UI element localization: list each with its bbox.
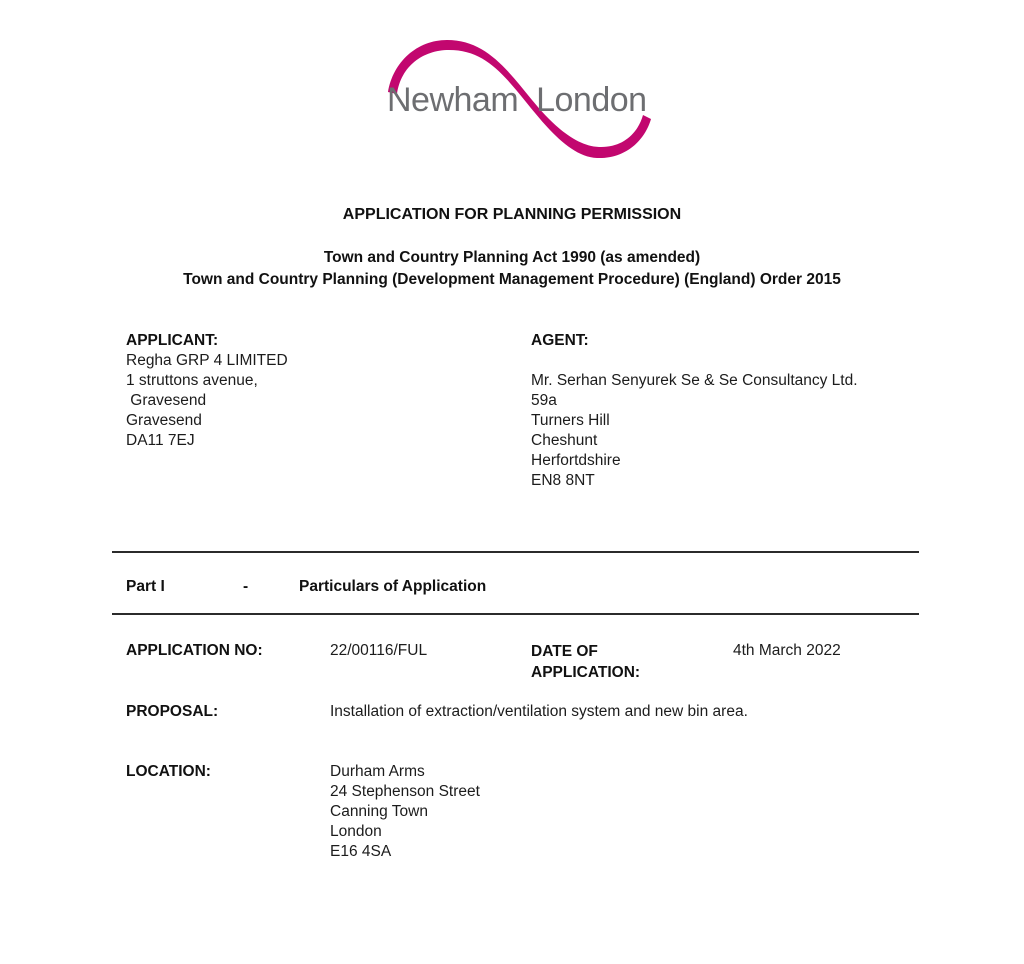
logo-text: Newham London <box>387 81 647 119</box>
application-no-label: APPLICATION NO: <box>126 642 263 659</box>
address-line: E16 4SA <box>330 843 392 860</box>
application-no-value: 22/00116/FUL <box>330 642 428 659</box>
subtitle-line-2: Town and Country Planning (Development Management Procedure) (England) Order 2015 <box>183 271 841 288</box>
address-line: Mr. Serhan Senyurek Se & Se Consultancy Ltd. <box>531 372 858 389</box>
address-line: Canning Town <box>330 803 428 820</box>
proposal-label: PROPOSAL: <box>126 703 219 720</box>
address-line: Herfortdshire <box>531 452 621 469</box>
date-of-application-label: DATE OF APPLICATION: <box>531 643 641 681</box>
address-line: DA11 7EJ <box>126 432 195 449</box>
address-line: Durham Arms <box>330 763 425 780</box>
subtitle-line-1: Town and Country Planning Act 1990 (as amended) <box>323 249 701 266</box>
agent-address <box>531 371 858 491</box>
address-line: Regha GRP 4 LIMITED <box>126 352 288 369</box>
page-subtitle <box>0 247 1024 291</box>
part-title: Particulars of Application <box>299 578 487 595</box>
address-line: Cheshunt <box>531 432 598 449</box>
part-label: Part I <box>126 578 165 595</box>
address-line: Gravesend <box>126 392 207 409</box>
address-line: Gravesend <box>126 412 202 429</box>
page-title: APPLICATION FOR PLANNING PERMISSION <box>342 206 682 223</box>
applicant-address <box>126 351 288 451</box>
address-line: Turners Hill <box>531 412 610 429</box>
proposal-value: Installation of extraction/ventilation system and new bin area. <box>330 703 748 720</box>
agent-label: AGENT: <box>531 332 589 349</box>
applicant-label: APPLICANT: <box>126 332 219 349</box>
address-line: 1 struttons avenue, <box>126 372 258 389</box>
divider-bottom <box>112 613 919 615</box>
newham-logo <box>385 36 667 170</box>
divider-top <box>112 551 919 553</box>
address-line: 59a <box>531 392 557 409</box>
address-line: EN8 8NT <box>531 472 595 489</box>
agent-block <box>531 331 858 491</box>
applicant-block <box>126 331 288 451</box>
address-line: 24 Stephenson Street <box>330 783 480 800</box>
date-of-application-value: 4th March 2022 <box>733 642 841 659</box>
part-dash: - <box>243 578 249 595</box>
location-label: LOCATION: <box>126 763 211 780</box>
address-line: London <box>330 823 382 840</box>
location-address <box>330 762 480 862</box>
